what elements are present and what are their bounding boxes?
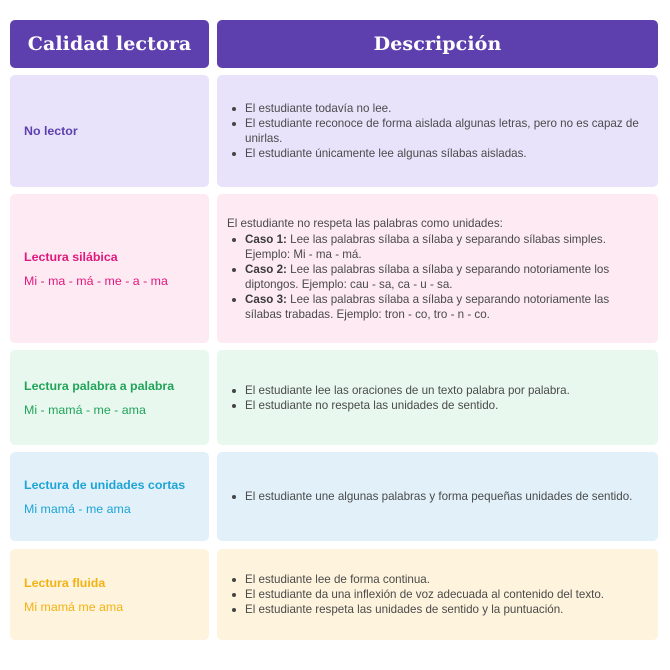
caso-label: Caso 2:: [245, 262, 287, 276]
caso-label: Caso 3:: [245, 292, 287, 306]
level-cell-unidades-cortas: [10, 452, 209, 541]
level-example: Mi - mamá - me - ama: [24, 402, 146, 417]
bullet-list: [227, 489, 644, 504]
header-calidad-lectora: Calidad lectora: [10, 20, 209, 68]
caso-label: Caso 1:: [245, 232, 287, 246]
level-example: Mi - ma - má - me - a - ma: [24, 273, 168, 288]
level-cell-no-lector: [10, 75, 209, 187]
caso-text: Lee las palabras sílaba a sílaba y separando notoriamente los diptongos. Ejemplo: cau - sa, ca - u - sa.: [245, 262, 610, 291]
bullet-list: [227, 572, 644, 617]
bullet-list: [227, 232, 644, 322]
level-cell-fluida: [10, 549, 209, 640]
bullet-list: [227, 383, 644, 413]
list-item: El estudiante respeta las unidades de sentido y la puntuación.: [245, 602, 644, 617]
list-item: El estudiante no respeta las unidades de sentido.: [245, 398, 644, 413]
list-item: El estudiante todavía no lee.: [245, 101, 644, 116]
list-item: [245, 292, 644, 322]
description-cell-silabica: [217, 194, 658, 343]
bullet-list: [227, 101, 644, 161]
level-example: Mi mamá - me ama: [24, 501, 131, 516]
description-cell-unidades-cortas: [217, 452, 658, 541]
level-title: Lectura palabra a palabra: [24, 378, 175, 393]
list-item: El estudiante lee las oraciones de un texto palabra por palabra.: [245, 383, 644, 398]
level-example: Mi mamá me ama: [24, 599, 124, 614]
list-item: El estudiante da una inflexión de voz adecuada al contenido del texto.: [245, 587, 644, 602]
level-title: No lector: [24, 124, 78, 138]
list-item: El estudiante une algunas palabras y forma pequeñas unidades de sentido.: [245, 489, 644, 504]
level-cell-silabica: [10, 194, 209, 343]
caso-text: Lee las palabras sílaba a sílaba y separando sílabas simples. Ejemplo: Mi - ma - má.: [245, 232, 606, 261]
level-title: Lectura de unidades cortas: [24, 477, 186, 492]
caso-text: Lee las palabras sílaba a sílaba y separando notoriamente las sílabas trabadas. Ejemplo: tron - co, tro - n - co.: [245, 292, 610, 321]
list-item: El estudiante únicamente lee algunas sílabas aisladas.: [245, 146, 644, 161]
list-item: El estudiante lee de forma continua.: [245, 572, 644, 587]
list-item: [245, 262, 644, 292]
description-cell-palabra: [217, 350, 658, 445]
description-cell-no-lector: [217, 75, 658, 187]
header-descripcion: Descripción: [217, 20, 658, 68]
description-cell-fluida: [217, 549, 658, 640]
description-intro: El estudiante no respeta las palabras como unidades:: [227, 216, 503, 230]
list-item: El estudiante reconoce de forma aislada algunas letras, pero no es capaz de unirlas.: [245, 116, 644, 146]
level-title: Lectura silábica: [24, 249, 118, 264]
level-title: Lectura fluida: [24, 575, 106, 590]
level-cell-palabra: [10, 350, 209, 445]
list-item: [245, 232, 644, 262]
